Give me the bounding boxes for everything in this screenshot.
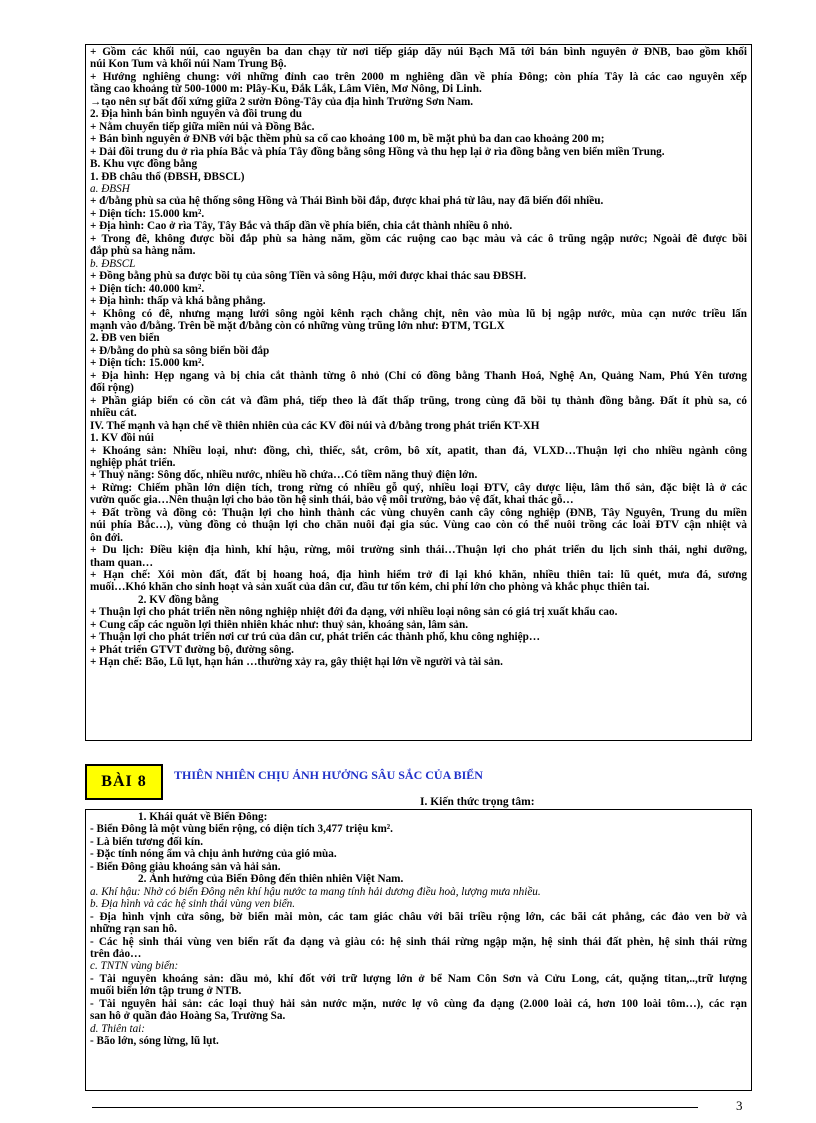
text-line: →tạo nên sự bất đối xứng giữa 2 sườn Đông-Tây của địa hình Trường Sơn Nam.: [90, 95, 474, 108]
text-line: + Không có đê, nhưng mạng lưới sông ngòi kênh rạch chằng chịt, nên vào mùa lũ bị ngập nước, mùa cạn nước triều lấn: [90, 307, 747, 320]
text-line: - Đặc tính nóng ẩm và chịu ảnh hưởng của gió mùa.: [90, 848, 337, 861]
text-line: san hô ở quần đảo Hoàng Sa, Trường Sa.: [90, 1010, 286, 1023]
text-line: + Hướng nghiêng chung: với những đỉnh cao trên 2000 m nghiêng dần về phía Đông; còn phía Tây là các cao nguyên xếp: [90, 70, 747, 83]
text-line: c. TNTN vùng biển:: [90, 960, 179, 973]
text-line: + Hạn chế: Bão, Lũ lụt, hạn hán …thường xảy ra, gây thiệt hại lớn về người và tài sản.: [90, 656, 503, 669]
text-line: + Phát triển GTVT đường bộ, đường sông.: [90, 643, 294, 656]
content-box-sea: [85, 809, 752, 1091]
text-line: d. Thiên tai:: [90, 1022, 146, 1035]
text-line: 2. Địa hình bán bình nguyên và đồi trung du: [90, 108, 303, 121]
lesson-title: THIÊN NHIÊN CHỊU ẢNH HƯỞNG SÂU SẮC CỦA BIỂN: [174, 768, 483, 782]
text-line: + Thuận lợi cho phát triển nơi cư trú của dân cư, phát triển các thành phố, khu công nghiệp…: [90, 631, 541, 644]
text-line: nhiều cát.: [90, 407, 137, 420]
page-number: 3: [736, 1098, 743, 1113]
content-box-terrain: [85, 44, 752, 741]
lesson-badge-label: BÀI 8: [101, 773, 147, 790]
text-line: a. ĐBSH: [90, 182, 130, 195]
text-line: nghiệp phát triển.: [90, 456, 176, 469]
text-line: - Địa hình vịnh cửa sông, bờ biển mài mòn, các tam giác châu với bãi triều rộng lớn, các bãi cát phẳng, các đảo ven bờ và: [90, 910, 747, 923]
text-line: + Địa hình: thấp và khá bằng phẳng.: [90, 295, 266, 308]
text-line: + Diện tích: 15.000 km².: [90, 357, 205, 370]
text-line: + Bán bình nguyên ở ĐNB với bậc thềm phù sa cổ cao khoảng 100 m, bề mặt phủ ba dan cao khoảng 200 m;: [90, 133, 605, 146]
text-line: - Các hệ sinh thái vùng ven biển rất đa dạng và giàu có: hệ sinh thái rừng ngập mặn, hệ sinh thái đất phèn, hệ sinh thái rừng: [90, 935, 747, 948]
text-line: mạnh vào đ/bằng. Trên bề mặt đ/bằng còn có những vùng trũng lớn như: ĐTM, TGLX: [90, 319, 505, 332]
text-line: - Tài nguyên khoáng sản: dầu mỏ, khí đốt với trữ lượng lớn ở bể Nam Côn Sơn và Cửu Long, cát, quặng titan,..,trữ lượng: [90, 972, 747, 985]
text-line: những rạn san hô.: [90, 923, 177, 936]
text-line: b. ĐBSCL: [90, 257, 136, 270]
text-line: muối biển lớn tập trung ở NTB.: [90, 985, 242, 998]
text-line: 1. KV đồi núi: [90, 432, 154, 445]
footer-rule: [92, 1107, 698, 1108]
text-line: IV. Thế mạnh và hạn chế về thiên nhiên của các KV đồi núi và đ/bằng trong phát triển KT-XH: [90, 419, 540, 432]
text-line: + Du lịch: Điều kiện địa hình, khí hậu, rừng, môi trường sinh thái…Thuận lợi cho phát triển du lịch sinh thái, nghỉ dưỡng,: [90, 544, 747, 557]
text-line: + Gồm các khối núi, cao nguyên ba dan chạy từ nơi tiếp giáp dãy núi Bạch Mã tới bán bình nguyên ở ĐNB, bao gồm khối: [90, 46, 747, 58]
text-line: 2. ĐB ven biển: [90, 332, 160, 345]
text-line: + Dải đồi trung du ở rìa phía Bắc và phía Tây đồng bằng sông Hồng và thu hẹp lại ở rìa đồng bằng ven biển miền Trung.: [90, 145, 665, 158]
text-line: tham quan…: [90, 556, 154, 569]
text-line: núi Kon Tum và khối núi Nam Trung Bộ.: [90, 58, 287, 71]
text-line: + Đ/bằng do phù sa sông biển bồi đắp: [90, 344, 270, 357]
text-line: + Rừng: Chiếm phần lớn diện tích, trong rừng có nhiều gỗ quý, nhiều loại ĐTV, cây dược liệu, lâm thổ sản, đặc biệt là ở các: [90, 481, 747, 494]
text-line: 2. Ảnh hưởng của Biển Đông đến thiên nhiên Việt Nam.: [138, 873, 404, 886]
text-line: đối rộng): [90, 382, 134, 395]
text-line: + Đồng bằng phù sa được bồi tụ của sông Tiền và sông Hậu, mới được khai thác sau ĐBSH.: [90, 270, 527, 283]
text-line: + Địa hình: Hẹp ngang và bị chia cắt thành từng ô nhỏ (Chỉ có đồng bằng Thanh Hoá, Nghệ An, Quảng Nam, Phú Yên tương: [90, 369, 747, 382]
text-line: + Phần giáp biển có cồn cát và đầm phá, tiếp theo là đất thấp trũng, trong cùng đã bồi tụ thành đồng bằng. Đất ít phù sa, có: [90, 394, 747, 407]
text-line: + Địa hình: Cao ở rìa Tây, Tây Bắc và thấp dần về phía biển, chia cắt thành nhiều ô nhỏ.: [90, 220, 513, 233]
text-line: a. Khí hậu: Nhờ có biển Đông nên khí hậu nước ta mang tính hải dương điều hoà, lượng mưa nhiều.: [90, 885, 541, 898]
text-line: muối…Khó khăn cho sinh hoạt và sản xuất của dân cư, đầu tư tốn kém, chi phí lớn cho phòng và khắc phục thiên tai.: [90, 581, 650, 594]
text-line: + Diện tích: 15.000 km².: [90, 207, 205, 220]
text-line: đắp phù sa hàng năm.: [90, 245, 196, 258]
text-line: trên đảo…: [90, 947, 142, 960]
text-line: - Tài nguyên hải sản: các loại thuỷ hải sản nước mặn, nước lợ vô cùng đa dạng (2.000 loài cá, hơn 100 loài tôm…), các rạn: [90, 997, 747, 1010]
text-line: ôn đới.: [90, 531, 123, 544]
text-line: 1. ĐB châu thổ (ĐBSH, ĐBSCL): [90, 170, 245, 183]
text-line: - Bão lớn, sóng lừng, lũ lụt.: [90, 1035, 219, 1048]
text-line: - Biển Đông giàu khoáng sản và hải sản.: [90, 860, 281, 873]
text-line: vườn quốc gia…Nên thuận lợi cho bảo tồn hệ sinh thái, bảo vệ môi trường, bảo vệ đất, khai thác gỗ…: [90, 494, 574, 507]
text-line: + Diện tích: 40.000 km².: [90, 282, 205, 295]
lesson-badge: [85, 764, 163, 800]
text-line: + Nằm chuyển tiếp giữa miền núi và Đồng Bắc.: [90, 120, 315, 133]
text-line: + Hạn chế: Xói mòn đất, đất bị hoang hoá, địa hình hiểm trở đi lại khó khăn, nhiều thiên tai: lũ quét, mưa đá, sương: [90, 569, 747, 582]
text-line: + Trong đê, không được bồi đắp phù sa hàng năm, gồm các ruộng cao bạc màu và các ô trũng ngập nước; Ngoài đê được bồi: [90, 232, 747, 245]
text-line: + Cung cấp các nguồn lợi thiên nhiên khác như: thuỷ sản, khoáng sản, lâm sản.: [90, 618, 469, 631]
section-heading: I. Kiến thức trọng tâm:: [420, 796, 535, 808]
text-line: 1. Khái quát về Biển Đông:: [138, 811, 268, 823]
text-line: - Là biển tương đối kín.: [90, 835, 204, 848]
text-line: tầng cao khoảng từ 500-1000 m: Plây-Ku, Đắk Lắk, Lâm Viên, Mơ Nông, Di Linh.: [90, 83, 482, 96]
text-line: núi phía Bắc…), vùng đồng cỏ thuận lợi cho chăn nuôi đại gia súc. Vùng cao còn có thể nuôi trồng các loài ĐTV cận nhiệt và: [90, 519, 747, 532]
text-line: + Thuỷ năng: Sông dốc, nhiều nước, nhiều hồ chứa…Có tiềm năng thuỷ điện lớn.: [90, 469, 478, 482]
text-line: B. Khu vực đồng bằng: [90, 158, 198, 171]
text-line: + Thuận lợi cho phát triển nền nông nghiệp nhiệt đới đa dạng, với nhiều loại nông sản có giá trị xuất khẩu cao.: [90, 606, 618, 619]
text-line: + đ/bằng phù sa của hệ thống sông Hồng và Thái Bình bồi đắp, được khai phá từ lâu, nay đã biến đổi nhiều.: [90, 195, 604, 208]
text-line: + Đất trồng và đồng cỏ: Thuận lợi cho hình thành các vùng chuyên canh cây công nghiệp (ĐNB, Tây Nguyên, Trung du miền: [90, 506, 747, 519]
text-line: - Biển Đông là một vùng biển rộng, có diện tích 3,477 triệu km².: [90, 823, 393, 836]
text-line: + Khoáng sản: Nhiều loại, như: đồng, chì, thiếc, sắt, crôm, bô xít, apatit, than đá, VLXD…Thuận lợi cho nhiều ngành công: [90, 444, 747, 457]
text-line: 2. KV đồng bằng: [138, 593, 219, 606]
text-line: b. Địa hình và các hệ sinh thái vùng ven biển.: [90, 898, 296, 911]
